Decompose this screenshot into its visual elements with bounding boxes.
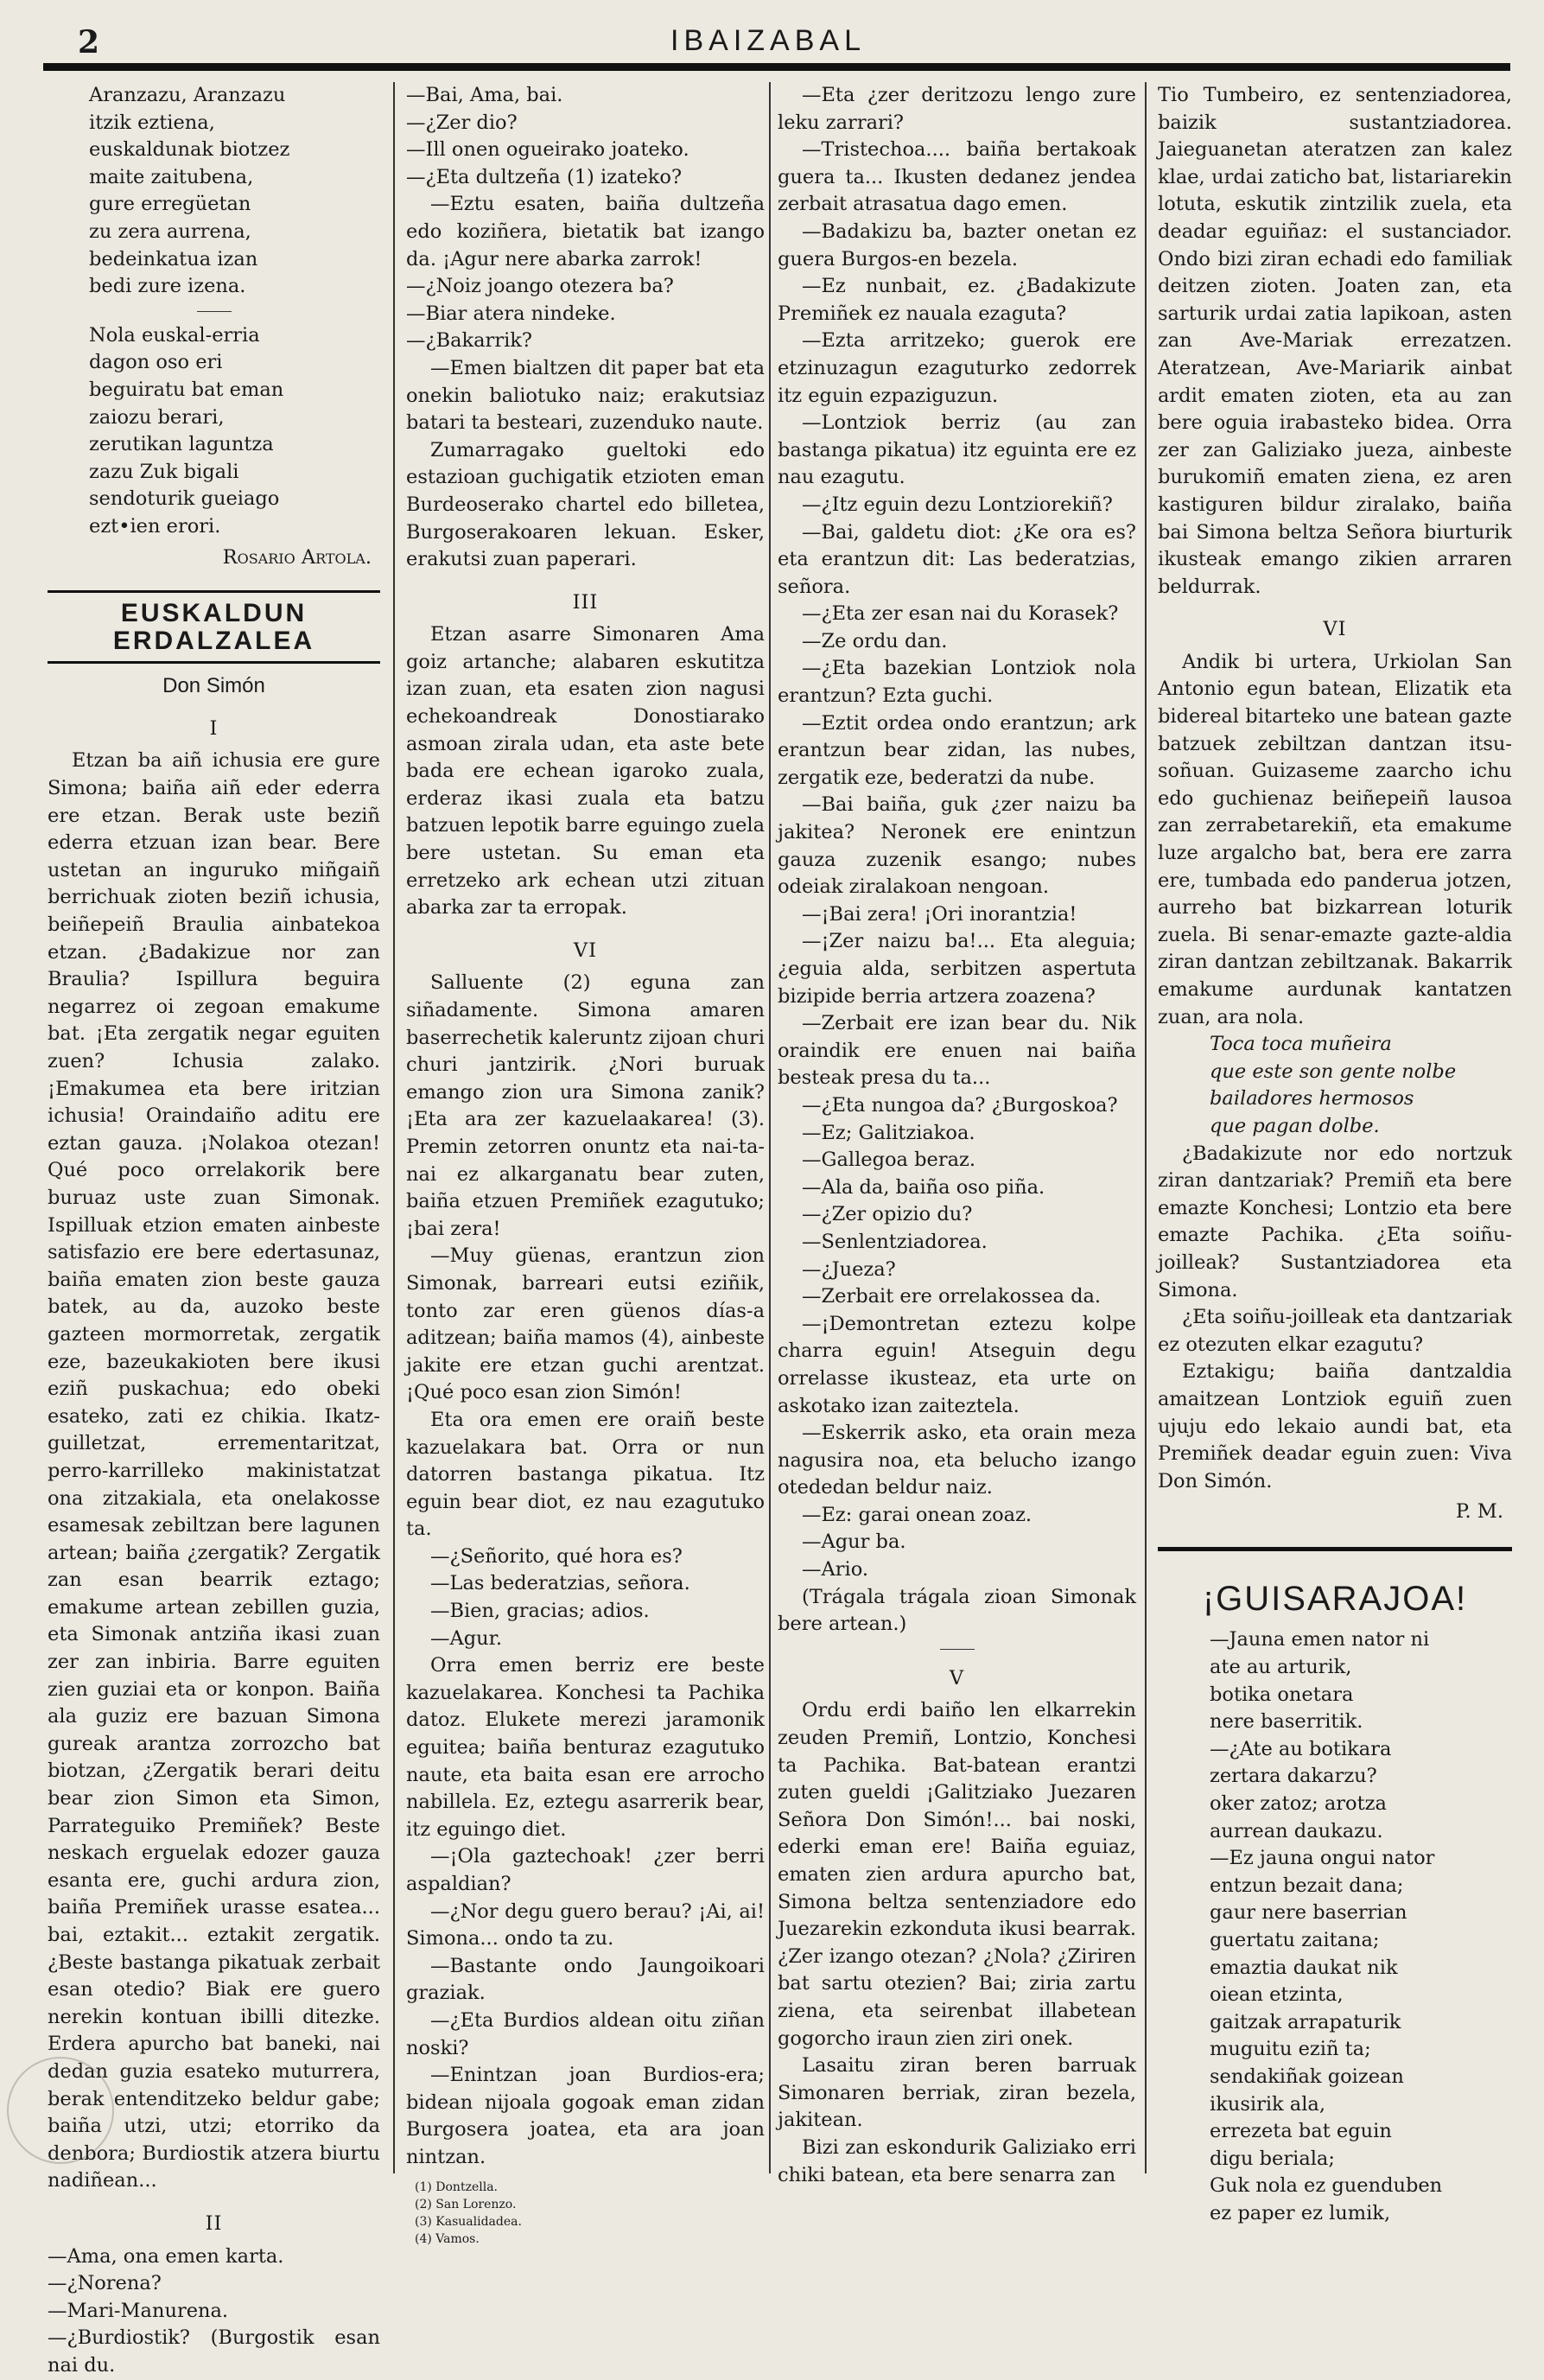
dialog-line: —¿Burdiostik? (Burgostik esan nai du. [48,2326,380,2377]
verse-line: errezeta bat eguin [1210,2120,1392,2143]
dialog-line: —Bai, Ama, bai. [406,84,563,106]
poem-line: maite zaitubena, [89,165,254,188]
verse-line: ez paper ez lumik, [1210,2201,1391,2224]
article-paragraph: Andik bi urtera, Urkiolan San Antonio egun batean, Elizatik eta bidereal bitarteko une batean gazte batzuek zebiltzan dantzan itsu-soñuan. Guizaseme zaarcho ichu edo guchienaz beiñepeiñ lausoa zan zerrabetarekiñ, eta emakume luze argalcho bat, bera ere zarra ere, tumbada edo panderua jotzen, aurreho bat bizkarrean loturik zuela. Bi senar-emazte gazte-aldia ziran dantzan zebiltzanak. Bakarrik emakume aurdunak kantatzen zuan, ara nola. [1158,650,1512,1028]
article-paragraph: —Emen bialtzen dit paper bat eta onekin baliotuko naiz; erakutsiaz batari ta besteari, zuzenduko naute. [406,356,765,435]
verse-line: emaztia daukat nik [1210,1956,1398,1979]
dialog-line: —Senlentziadorea. [802,1230,988,1253]
newspaper-title: IBAIZABAL [670,24,866,57]
article-paragraph: —Badakizu ba, bazter onetan ez guera Burgos-en bezela. [778,220,1136,270]
article-paragraph: —Lontziok berriz (au zan bastanga pikatua) itz eguinta ere ez nau ezagutu. [778,411,1136,489]
article-paragraph: —Ez nunbait, ez. ¿Badakizute Premiñek ez nauala ezaguta? [778,275,1136,325]
section-number: VI [573,939,598,962]
footnote: (2) San Lorenzo. [415,2197,517,2211]
poem-line: zaiozu berari, [89,405,225,429]
verse-line: ikusirik ala, [1210,2092,1325,2116]
column-divider [769,82,771,2173]
separator [940,1649,975,1650]
article-paragraph: —Enintzan joan Burdios-era; bidean nijoala gogoak eman zidan Burgosera joatea, eta ara joan nintzan. [406,2064,765,2168]
dialog-line: —Las bederatzias, señora. [430,1572,690,1595]
page-header [26,16,1510,66]
verse-line: nere baserritik. [1210,1710,1363,1734]
song-line: que pagan dolbe. [1210,1114,1380,1137]
section-number: II [205,2211,223,2235]
article-paragraph: Eztakigu; baiña dantzaldia amaitzean Lontziok eguiñ zuen ujuju edo lekaio aundi bat, eta Premiñek deadar eguin zuen: Viva Don Simón. [1158,1360,1512,1492]
section-rule [1158,1547,1512,1551]
library-stamp [7,2057,114,2164]
dialog-line: —Zerbait ere orrelakossea da. [802,1285,1102,1308]
verse-line: digu beriala; [1210,2147,1335,2170]
poem-line: Aranzazu, Aranzazu [89,84,286,106]
dialog-line: —¿Eta dultzeña (1) izateko? [406,165,683,188]
dialog-line: —Ala da, baiña oso piña. [802,1175,1045,1199]
article-paragraph: —¡Bai zera! ¡Ori inorantzia! [802,902,1077,926]
dialog-line: —Bien, gracias; adios. [430,1600,650,1623]
verse-line: muguitu eziñ ta; [1210,2038,1371,2061]
verse-line: oiean etzinta, [1210,1983,1344,2007]
song-line: Toca toca muñeira [1210,1033,1392,1056]
article-paragraph: —Bastante ondo Jaungoikoari graziak. [406,1954,765,2005]
dialog-line: —¿Norena? [48,2272,162,2295]
column-divider [393,82,395,2173]
section-number: I [209,716,219,740]
dialog-line: —Agur. [430,1626,503,1650]
separator [197,311,232,312]
article-paragraph: —¿Nor degu guero berau? ¡Ai, ai! Simona... ondo ta zu. [406,1900,765,1950]
column-divider [1145,82,1147,2173]
poem-line: itzik eztiena, [89,111,215,134]
poem-line: ezt•ien erori. [89,514,221,538]
dialog-line: —Ez; Galitziakoa. [802,1121,975,1144]
dialog-line: —Ez: garai onean zoaz. [802,1503,1033,1526]
song-line: bailadores hermosos [1210,1087,1414,1110]
verse-line: entzun bezait dana; [1210,1874,1404,1897]
footnote: (1) Dontzella. [415,2180,498,2194]
article-paragraph: Zumarragako gueltoki edo estazioan guchigatik etzioten eman Burdeoserako chartel edo billetea, Burgoserakoaren lekuan. Esker, erakutsi zuan paperari. [406,438,765,571]
poem-line: zerutikan laguntza [89,433,274,456]
article-paragraph: —¡Ola gaztechoak! ¿zer berri aspaldian? [406,1845,765,1895]
article-paragraph: —Bai baiña, guk ¿zer naizu ba jakitea? Neronek ere enintzun gauza zuzenik esango; nubes odeiak ziralakoan nengoan. [778,793,1136,899]
column-1 [48,82,380,2380]
section-number: V [949,1666,965,1690]
article-paragraph: Tio Tumbeiro, ez sentenziadorea, baizik sustantziadorea. Jaieguanetan ateratzen zan kalez klae, urdai zaticho bat, listariarekin lotuta, eskutik zintzilik zuela, eta deadar eguiñaz: el sustanciador. Ondo bizi ziran echadi edo familiak deitzen zioten. Joaten zan, eta sarturik urdai zatia lapikoan, asten zan Ave-Mariak errezatzen. Ateratzean, Ave-Mariarik ainbat ardit ematen zioten, eta au zan bere oguia irabasteko bidea. Orra zer zan Galiziako jueza, ainbeste burukomiñ ematen ziena, ez aren kastiguren bildur ziralako, baiña bai Simona beltza Señora biurturik ikusteak emango zikien arraren beldurrak. [1158,84,1512,598]
article-paragraph: —Zerbait ere izan bear du. Nik oraindik ere enuen nai baiña besteak presa du ta... [778,1012,1136,1090]
verse-line: —¿Ate au botikara [1210,1737,1392,1760]
poem-line: bedeinkatua izan [89,247,258,270]
article-signature: P. M. [1455,1500,1503,1524]
dialog-line: —Ill onen ogueirako joateko. [406,138,689,162]
verse-line: ate au arturik, [1210,1656,1352,1679]
article-paragraph: Etzan ba aiñ ichusia ere gure Simona; baiña aiñ eder ederra ere etzan. Berak uste beziñ ederra etzuan izan bear. Bere ustetan an inguruko miñgaiñ berrichuak zioten beziñ ichusia, beiñepeiñ Braulia ainbatekoa etzan. ¿Badakizue nor zan Braulia? Ispillura beguira negarrez oi zegoan emakume bat. ¡Eta zergatik negar eguiten zuen? Ichusia zalako. ¡Emakumea eta bere iritzian ichusia! Oraindaiño aditu ere eztan gauza. ¡Nolakoa otezan! Qué poco orrelakorik bere buruaz uste zuan Simonak. Ispilluak etzion ematen ainbeste satisfazio ere bere edertasunaz, baiña ematen zion beste gauza batek, au da, auzoko beste gazteen mormorretak, zergatik eze, bazeukakioten bere ikusi eziñ puskachua; edo obeki esateko, zati ez chikia. Ikatz-guilletzat, errementaritzat, perro-karrilleko makinistatzat ona zitzakiala, eta onelakosse esamesak zebiltzan bere lagunen artean; baiña ¿zergatik? Zergatik zan esan bearrik eztago; emakume artean zebillen guzia, eta Simonak antziña ikasi zuan zer zan inbiria. Barre eguiten zien guziai eta or konpon. Baiña ala guziz ere bazuan Simona gureak arantza zorrozcho bat biotzan, ¿Zergatik berari deitu bear zion Simon eta Simon, Parrateguiko Premiñek? Beste neskach erguelak edozer gauza esanta ere, guchi ardura zion, baiña Premiñek urasse esatea... bai, eztakit... eztakit zergatik. ¿Beste bastanga pikatuak zerbait esan otedio? Biak ere guero nerekin kontuan ibilli ditezke. Erdera apurcho bat baneki, nai dedan guzia esateko muturrera, berak entenditzeko beldur gabe; baiña utzi, utzi; etorriko da denbora; Burdiostik atzera biurtu nadiñean... [48,749,380,2192]
article-subtitle: Don Simón [162,674,265,698]
article-paragraph: —Ezta arritzeko; guerok ere etzinuzagun ezaguturko zedorrek itz eguin ezpaziguzun. [778,329,1136,407]
dialog-line: —¿Noiz joango otezera ba? [406,275,674,298]
column-2 [406,82,765,2248]
song-verse [1158,1031,1512,1140]
verse-line: aurrean daukazu. [1210,1819,1383,1842]
dialog-line: —¿Eta nungoa da? ¿Burgoskoa? [802,1093,1118,1117]
verse-line: —Jauna emen nator ni [1210,1628,1430,1651]
article-paragraph: —¿Eta Burdios aldean oitu ziñan noski? [406,2008,765,2059]
article-paragraph: Lasaitu ziran beren barruak Simonaren berriak, ziran bezela, jakitean. [778,2054,1136,2132]
poem-line: bedi zure izena. [89,275,246,298]
article-paragraph: —¿Itz eguin dezu Lontziorekiñ? [802,493,1113,516]
poem-line: Nola euskal-erria [89,323,260,347]
article-paragraph: —¿Eta bazekian Lontziok nola erantzun? Ezta guchi. [778,657,1136,708]
poem-line: euskaldunak biotzez [89,138,290,162]
article-paragraph: Etzan asarre Simonaren Ama goiz artanche; alabaren eskutitza izan zuan, eta esaten zion nagusi echekoandreak Donostiarako asmoan zirala udan, eta aste bete bada ere echean igaroko zuala, erderaz ikasi zuala eta batzu batzuen lepotik barre eguingo zuela bere ustetan. Su eman eta erretzeko ark echean utzi zituan abarka zar ta erropak. [406,623,765,920]
header-rule [43,63,1510,71]
dialog-line: —Ama, ona emen karta. [48,2244,284,2268]
verse-line: gaitzak arrapaturik [1210,2010,1401,2033]
poem-stanza-2 [48,322,380,541]
section-number: VI [1323,618,1347,641]
dialog-line: —¿Bakarrik? [406,329,532,353]
footnotes [406,2179,765,2248]
article-banner: EUSKALDUN ERDALZALEA [48,590,380,664]
page-number: 2 [78,24,100,60]
dialog-line: —¿Jueza? [802,1257,896,1281]
song-line: que este son gente nolbe [1210,1060,1457,1083]
article-paragraph: —Eta ¿zer deritzozu lengo zure leku zarrari? [778,84,1136,134]
article-paragraph: —Eztit ordea ondo erantzun; ark erantzun bear zidan, las nubes, zergatik eze, bederatzi da nube. [778,711,1136,789]
article-paragraph: —Eskerrik asko, eta orain meza nagusira noa, eta belucho izango otededan beldur naiz. [778,1422,1136,1499]
poem-line: zu zera aurrena, [89,220,251,243]
article-paragraph: —¡Demontretan eztezu kolpe charra eguin! Atseguin degu orrelasse ikusteaz, eta urte on askotako izan zaiteztela. [778,1312,1136,1417]
poem-line: zazu Zuk bigali [89,460,239,483]
section-number: III [572,590,599,614]
poem-stanza-1 [48,82,380,301]
dialog-line: —Ario. [802,1558,869,1581]
article-paragraph: —¡Zer naizu ba!... Eta aleguia; ¿eguia alda, serbitzen aspertuta bizipide berria artzera zoazena? [778,930,1136,1008]
verse-line: oker zatoz; arotza [1210,1792,1387,1816]
dialog-line: —¿Señorito, qué hora es? [430,1544,683,1568]
article-paragraph: Bizi zan eskondurik Galiziako erri chiki batean, eta bere senarra zan [778,2135,1136,2186]
article-paragraph: ¿Eta soiñu-joilleak eta dantzariak ez otezuten elkar ezagutu? [1158,1306,1512,1356]
article-paragraph: ¿Badakizute nor edo nortzuk ziran dantzariak? Premiñ eta bere emazte Konchesi; Lontzio eta bere emazte Pachika. ¿Eta soiñu-joilleak? Sustantziadorea eta Simona. [1158,1142,1512,1301]
verse-line: —Ez jauna ongui nator [1210,1847,1435,1870]
verse-line: zertara dakarzu? [1210,1765,1377,1788]
article-paragraph: Orra emen berriz ere beste kazuelakarea. Konchesi ta Pachika datoz. Elukete merezi jaramonik eguitea; baiña benturaz ezagutuko naute, eta baita esan ere arrocho nabillela. Ez, eztegu asarrerik bear, itz eguingo diet. [406,1654,765,1841]
article-paragraph: Eta ora emen ere oraiñ beste kazuelakara bat. Orra or nun datorren bastanga pikatua. Itz eguin bear diot, ez nau ezagutuko ta. [406,1408,765,1541]
verse-line: guertatu zaitana; [1210,1929,1380,1951]
dialog-line: —Mari-Manurena. [48,2299,229,2322]
article-paragraph: —Ze ordu dan. [802,629,948,652]
dialog-line: —Gallegoa beraz. [802,1149,976,1172]
poem-line: sendoturik gueiago [89,487,280,511]
column-4 [1158,82,1512,2228]
poem-line: gure erregüetan [89,193,251,216]
column-3 [778,82,1136,2189]
poem-line: beguiratu bat eman [89,378,284,401]
verse-line: sendakiñak goizean [1210,2065,1404,2088]
article-paragraph: Ordu erdi baiño len elkarrekin zeuden Premiñ, Lontzio, Konchesi ta Pachika. Bat-batean erantzi zuten gueldi ¡Galitziako Juezaren Señora Don Simón!... bai noski, ederki eman ere! Baiña eguiaz, ematen zien ardura apurcho bat, Simona beltza sentenziadore edo Juezarekin ezkonduta ikusi bearrak. ¿Zer izango otezan? ¿Nola? ¿Ziriren bat sartu otezien? Bai; ziria zartu ziena, eta seirenbat illabetean gogorcho iraun zien ziri onek. [778,1699,1136,2050]
poem-title: ¡GUISARAJOA! [1202,1579,1468,1618]
verse-line: botika onetara [1210,1683,1354,1706]
dialog-line: —¿Zer dio? [406,111,518,134]
dialog-line: —¿Zer opizio du? [802,1203,973,1226]
article-paragraph: —Eztu esaten, baiña dultzeña edo koziñera, bietatik bat izango da. ¡Agur nere abarka zarrok! [406,193,765,270]
dialog-line: —Biar atera nindeke. [406,302,616,325]
article-paragraph: —Tristechoa.... baiña bertakoak guera ta... Ikusten dedanez jendea zerbait atrasatua dago emen. [778,138,1136,216]
verse-line: Guk nola ez guenduben [1210,2174,1443,2198]
article-paragraph: —Muy güenas, erantzun zion Simonak, barreari eutsi eziñik, tonto zar eren güenos días-a aditzean; baiña mamos (4), ainbeste jakite ere etzan guchi arentzat. ¡Qué poco esan zion Simón! [406,1244,765,1404]
article-paragraph: —Bai, galdetu diot: ¿Ke ora es? eta erantzun dit: Las bederatzias, señora. [778,520,1136,598]
poem-signature: Rosario Artola. [222,545,372,569]
article-paragraph: Salluente (2) eguna zan siñadamente. Simona amaren baserrechetik kaleruntz zijoan churi churi jantzirik. ¿Nori buruak emango zion ura Simona zanik? ¡Eta ara zer kazuelaakarea! (3). Premin zetorren onuntz eta nai-ta-nai ez alkarganatu bear zuten, baiña etzuen Premiñek ezagutuko; ¡bai zera! [406,971,765,1240]
poem-line: dagon oso eri [89,351,223,374]
footnote: (4) Vamos. [415,2231,480,2246]
dialog-line: —Agur ba. [802,1530,906,1554]
article-paragraph: —¿Eta zer esan nai du Korasek? [802,602,1119,626]
verse-line: gaur nere baserrian [1210,1901,1407,1925]
article-paragraph: (Trágala trágala zioan Simonak bere artean.) [778,1585,1136,1636]
footnote: (3) Kasualidadea. [415,2214,522,2229]
poem-body [1158,1626,1512,2227]
